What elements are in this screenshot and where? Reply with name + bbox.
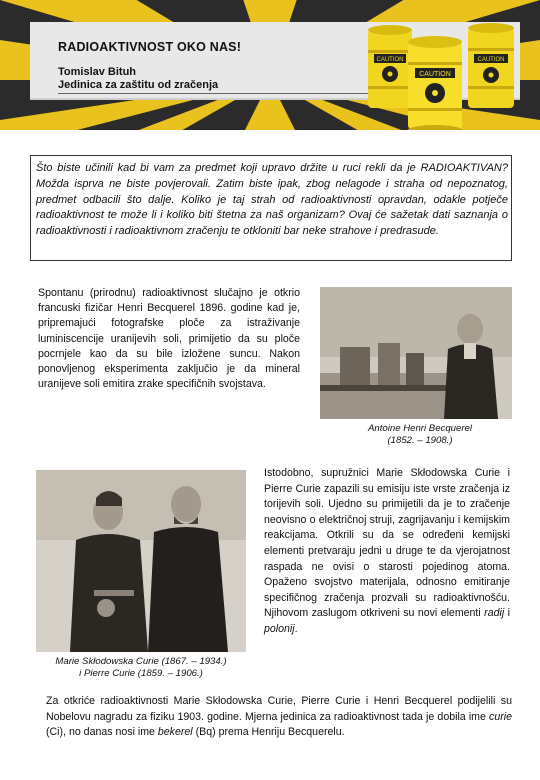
becquerel-photo xyxy=(320,287,512,419)
curie-caption xyxy=(36,656,246,680)
radioactive-barrels-icon xyxy=(360,20,530,130)
unit-abbr: (Bq) xyxy=(195,726,216,739)
paragraph-text: Istodobno, supružnici Marie Skłodowska Curie i Pierre Curie zapazili su emisiju iste vrste zračenja iz torijevih soli. Ujedno su primijetili da je to zračenje neovisno o električnoj struji, zagrijavanju i kemijskim reakcijama. Otkrili su da se određeni kemijski elementi pretvaraju jedni u druge te da vjerojatnost raspada ne ovisi o starosti pojedinog atoma. Opaženo svojstvo materijala, odnosno emitiranje specifičnog zračenja prozvali su radioaktivnošću. Njihovom zaslugom otkriveni su novi elementi xyxy=(264,467,510,620)
paragraph-text: , no danas nosi ime xyxy=(63,726,155,739)
svg-text:CAUTION: CAUTION xyxy=(376,57,404,63)
caption-years: (1852. – 1908.) xyxy=(387,435,453,446)
paragraph-text: Za otkriće radioaktivnosti Marie Skłodowska Curie, Pierre Curie i Henri Becquerel podijelili su Nobelovu nagradu za fiziku 1903. godine. Mjerna jedinica za radioaktivnost tada je dobila ime xyxy=(46,695,512,723)
becquerel-caption xyxy=(335,423,505,447)
author-institution: Jedinica za zaštitu od zračenja xyxy=(58,79,219,91)
conjunction: i xyxy=(507,607,510,620)
element-radium: radij xyxy=(484,607,505,620)
period: . xyxy=(294,622,298,635)
page-title: RADIOAKTIVNOST OKO NAS! xyxy=(58,40,242,54)
paragraph-text: prema Henriju Becquerelu. xyxy=(218,726,345,739)
curie-photo xyxy=(36,470,246,652)
barrel-icon xyxy=(408,36,462,130)
curie-paragraph xyxy=(264,466,510,638)
element-polonium: polonij xyxy=(264,622,295,635)
caption-line: Marie Skłodowska Curie (1867. – 1934.) xyxy=(55,656,227,667)
svg-text:CAUTION: CAUTION xyxy=(477,57,505,63)
becquerel-paragraph: Spontanu (prirodnu) radioaktivnost slučajno je otkrio francuski fizičar Henri Becquerel 1896. godine kad je, pripremajući fotografske ploče za istraživanje luminiscencije uranijevih soli, primijetio da su ploče pocrnjele kao da su bile izložene suncu. Nakon ponovljenog eksperimenta zaključio je da mineral uranijeve soli emitira zrake specifičnih svojstava. xyxy=(38,287,300,391)
barrel-icon xyxy=(368,25,412,108)
unit-becquerel: bekerel xyxy=(157,726,193,739)
header-banner xyxy=(0,0,540,130)
nobel-paragraph xyxy=(46,694,512,741)
caption-name: Antoine Henri Becquerel xyxy=(368,423,472,434)
barrel-icon xyxy=(468,23,514,108)
author-name: Tomislav Bituh xyxy=(58,66,137,78)
unit-abbr: (Ci) xyxy=(46,726,64,739)
title-underline xyxy=(58,93,368,94)
unit-curie: curie xyxy=(489,710,512,723)
intro-box: Što biste učinili kad bi vam za predmet koji upravo držite u ruci rekli da je RADIOAKTIVAN? Možda isprva ne biste povjerovali. Zatim biste ipak, zbog nelagode i straha od nepoznatog, predmet odbacili što dalje. Koliko je taj strah od radioaktivnosti opravdan, odakle potječe radioaktivnost te može li i koliko biti štetna za naš organizam? Ovaj će sažetak dati saznanja o radioaktivnosti i radioaktivnom zračenju te otkloniti bar neke strahove i predrasude. xyxy=(30,155,512,261)
caption-line: i Pierre Curie (1859. – 1906.) xyxy=(79,668,203,679)
svg-text:CAUTION: CAUTION xyxy=(419,71,451,78)
